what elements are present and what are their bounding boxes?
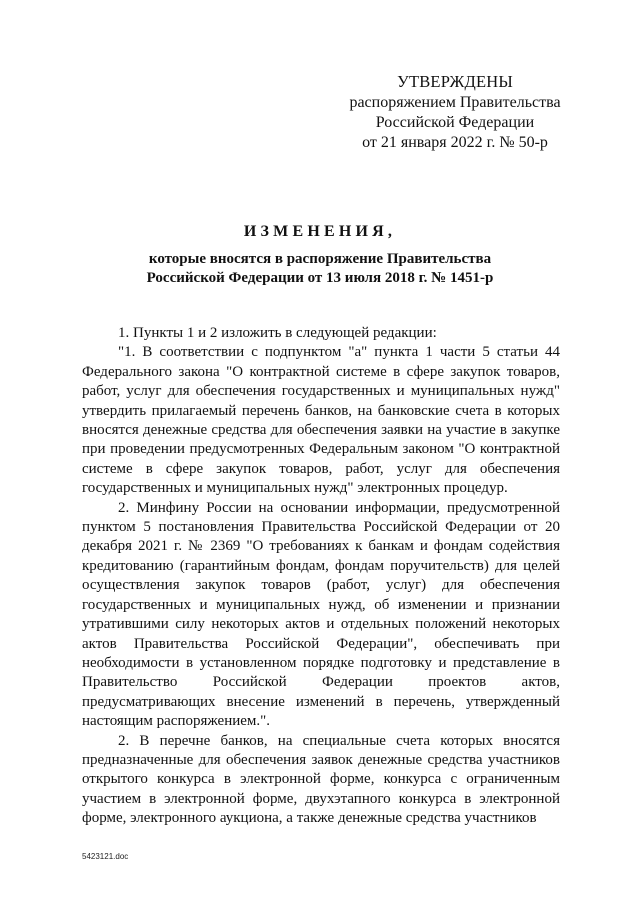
document-title: ИЗМЕНЕНИЯ, xyxy=(243,223,397,240)
approval-line-3: от 21 января 2022 г. № 50-р xyxy=(362,134,548,151)
approval-stamp xyxy=(330,72,580,153)
paragraph-3: 2. Минфину России на основании информации, предусмотренной пунктом 5 постановления Правительства Российской Федерации от 20 декабря 2021 г. № 2369 "О требованиях к банкам и фондам содействия кредитованию (гарантийным фондам, фондам поручительств) для целей осуществления закупок товаров (работ, услуг) для обеспечения государственных и муниципальных нужд, об изменении и признании утратившими силу некоторых актов и отдельных положений некоторых актов Правительства Российской Федерации", обеспечивать при необходимости в установленном порядке подготовку и представление в Правительство Российской Федерации проектов актов, предусматривающих внесение изменений в перечень, утвержденный настоящим распоряжением.". xyxy=(82,499,560,730)
paragraph-4: 2. В перечне банков, на специальные счета которых вносятся предназначенные для обеспечения заявок денежные средства участников открытого конкурса в электронной форме, конкурса с ограниченным участием в электронной форме, двухэтапного конкурса в электронной форме, электронного аукциона, а также денежные средства участников xyxy=(82,732,560,827)
footer-file-id: 5423121.doc xyxy=(82,852,129,861)
approval-heading: УТВЕРЖДЕНЫ xyxy=(397,72,513,91)
paragraph-2: "1. В соответствии с подпунктом "а" пункта 1 части 5 статьи 44 Федерального закона "О контрактной системе в сфере закупок товаров, работ, услуг для обеспечения государственных и муниципальных нужд" утвердить прилагаемый перечень банков, на банковские счета в которых вносятся денежные средства для обеспечения заявки на участие в закупке при проведении предусмотренных Федеральным законом "О контрактной системе в сфере закупок товаров, работ, услуг для обеспечения государственных и муниципальных нужд" электронных процедур. xyxy=(82,344,560,497)
document-subtitle-line-2: Российской Федерации от 13 июля 2018 г. № 1451-р xyxy=(146,270,494,286)
document-title-block xyxy=(60,222,580,288)
paragraph-1: 1. Пункты 1 и 2 изложить в следующей редакции: xyxy=(118,325,437,341)
document-body xyxy=(82,324,560,829)
approval-line-2: Российской Федерации xyxy=(375,114,535,131)
document-subtitle-line-1: которые вносятся в распоряжение Правительства xyxy=(148,251,492,267)
approval-line-1: распоряжением Правительства xyxy=(349,94,561,111)
